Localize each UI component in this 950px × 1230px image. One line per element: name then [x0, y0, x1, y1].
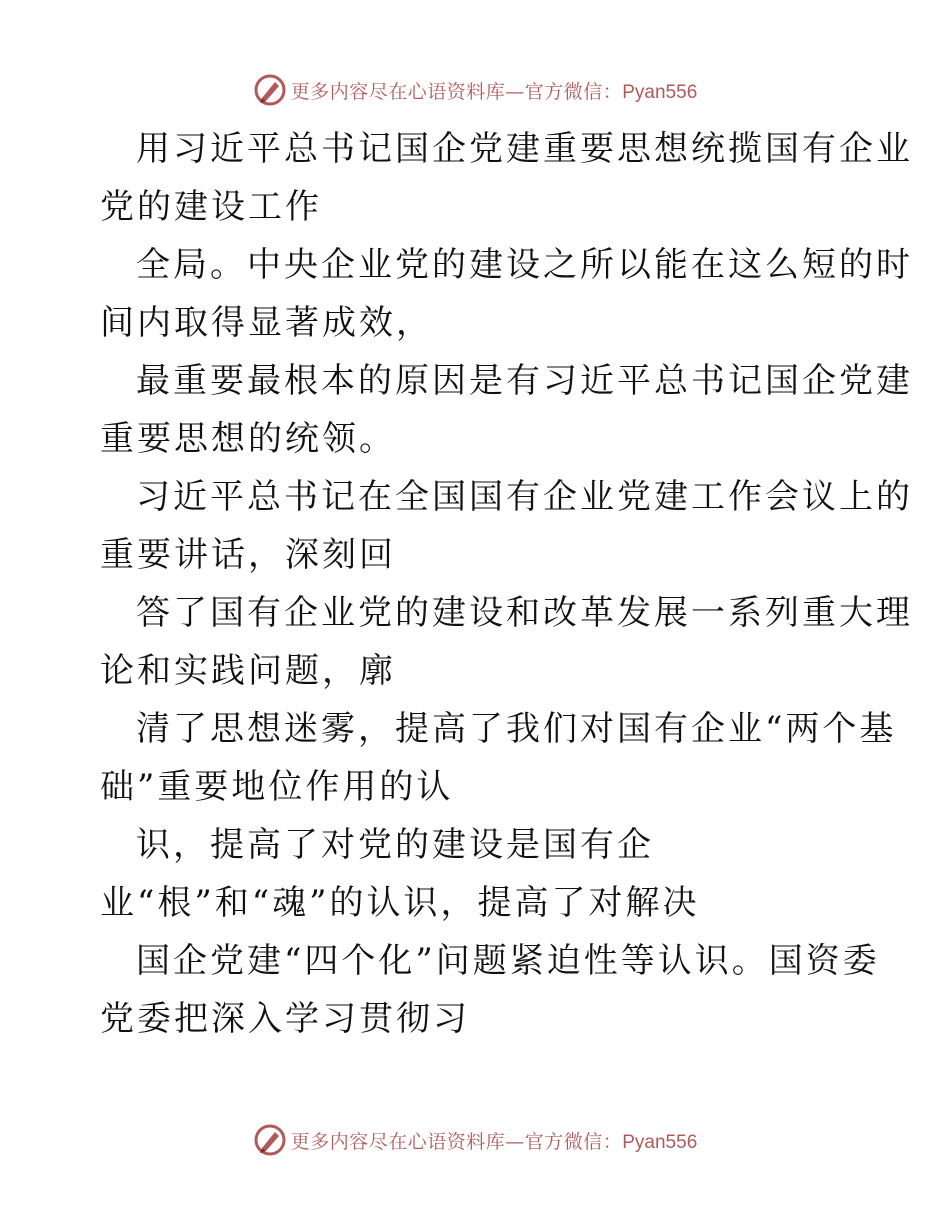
text-line: 国企党建“四个化”问题紧迫性等认识。国资委	[136, 941, 880, 981]
text-line: 论和实践问题，廓	[100, 651, 396, 691]
text-line: 党的建设工作	[100, 187, 322, 227]
text-line: 最重要最根本的原因是有习近平总书记国企党建	[136, 361, 913, 401]
header-wechat-id: Pyan556	[622, 81, 698, 103]
text-line: 重要思想的统领。	[100, 419, 396, 459]
footer-wechat-id: Pyan556	[622, 1131, 698, 1153]
text-line: 清了思想迷雾，提高了我们对国有企业“两个基	[136, 709, 897, 749]
text-line: 答了国有企业党的建设和改革发展一系列重大理	[136, 593, 913, 633]
text-line: 全局。中央企业党的建设之所以能在这么短的时	[136, 245, 913, 285]
text-line: 习近平总书记在全国国有企业党建工作会议上的	[136, 477, 913, 517]
header-banner	[0, 70, 950, 110]
footer-banner	[0, 1120, 950, 1160]
text-line: 业“根”和“魂”的认识，提高了对解决	[100, 883, 700, 923]
text-line: 础”重要地位作用的认	[100, 767, 454, 807]
text-line: 间内取得显著成效，	[100, 303, 433, 343]
pen-logo-icon	[253, 73, 287, 107]
text-line: 重要讲话，深刻回	[100, 535, 396, 575]
pen-logo-icon	[253, 1123, 287, 1157]
text-line: 识，提高了对党的建设是国有企	[136, 825, 654, 865]
document-body	[100, 120, 913, 1048]
header-banner-text: 更多内容尽在心语资料库—官方微信：Pyan556	[290, 80, 698, 103]
footer-banner-text: 更多内容尽在心语资料库—官方微信：Pyan556	[290, 1130, 698, 1153]
text-line: 党委把深入学习贯彻习	[100, 999, 470, 1039]
text-line: 用习近平总书记国企党建重要思想统揽国有企业	[136, 129, 913, 169]
